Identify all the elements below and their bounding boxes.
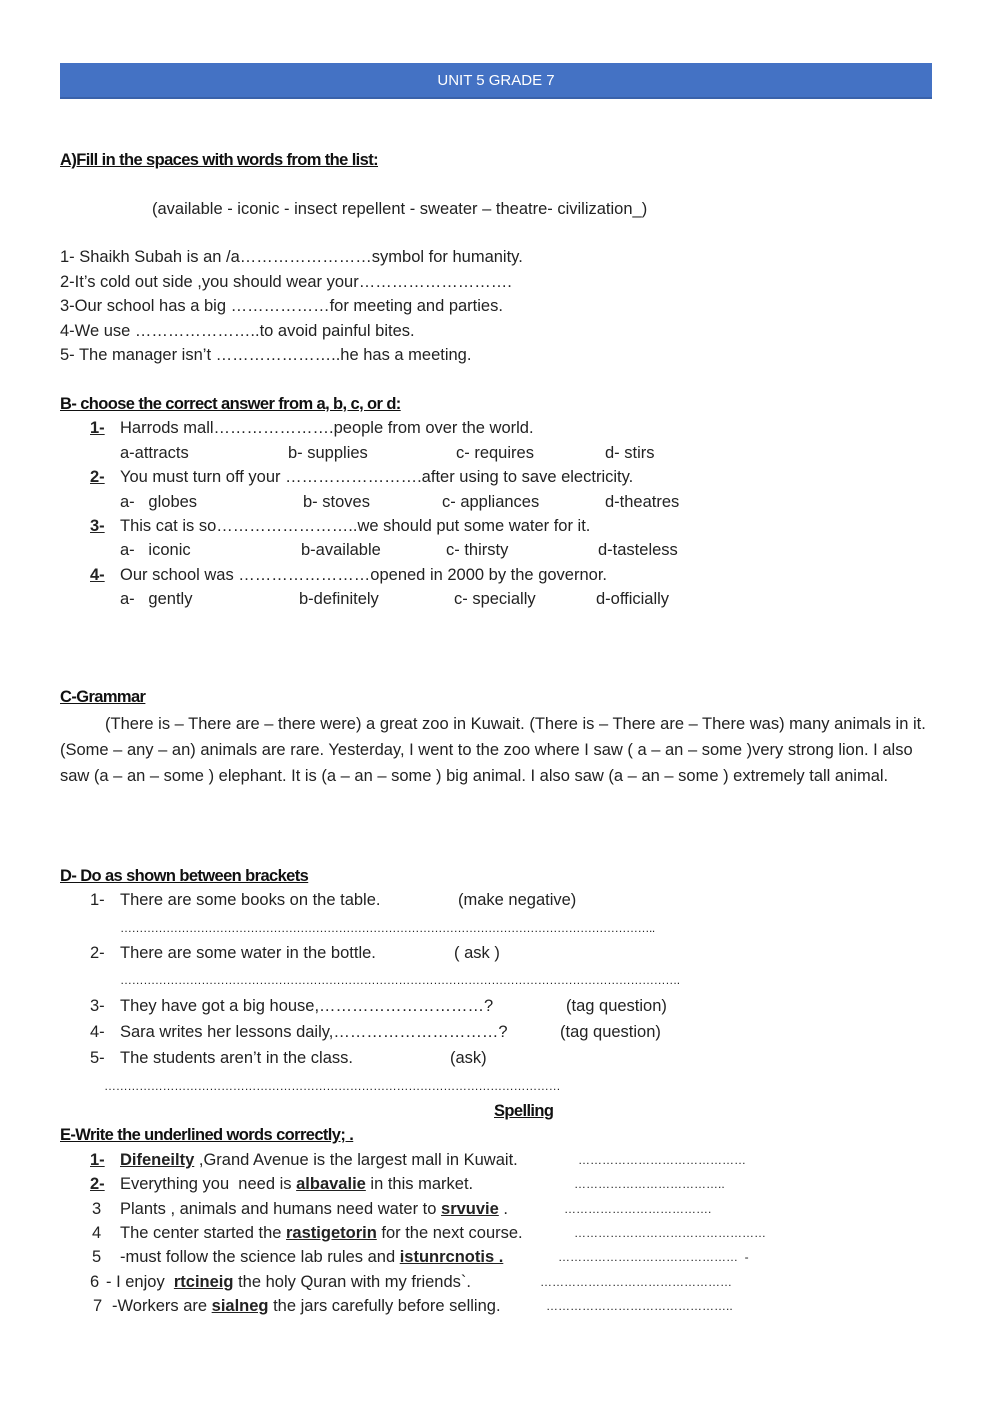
item-number: 3 [92,1200,102,1218]
item-e2 [120,1174,473,1194]
section-c-heading: C-Grammar [60,688,146,706]
sentence-after: the jars carefully before selling. [268,1297,501,1315]
word-list: (available - iconic - insect repellent - sweater – theatre- civilization_) [152,200,648,218]
item-e5 [120,1247,503,1267]
question-b3: This cat is so……………………..we should put some water for it. [120,517,591,535]
answer-blank[interactable]: ……………………………….. [574,1177,725,1191]
option-d: d-officially [596,590,670,608]
sentence-after: for the next course. [376,1224,523,1242]
sentence-after: in this market. [365,1175,474,1193]
question-number: 4- [90,566,105,584]
item-number: 6 [90,1273,100,1291]
item-number: 5 [92,1248,102,1266]
header-bar [60,63,932,99]
item-e6 [106,1272,471,1292]
grammar-paragraph: (There is – There are – there were) a great zoo in Kuwait. (There is – There are – There was) many animals in it. (Some – any – an) animals are rare. Yesterday, I went to the zoo where I saw ( a – an – some )very strong lion. I also saw (a – an – some ) elephant. It is (a – an – some ) big animal. I also saw (a – an – some ) extremely tall animal. [60,715,926,786]
item-d2-text: There are some water in the bottle. [120,944,376,962]
item-d3-instruction: (tag question) [566,997,667,1015]
sentence-before: Plants , animals and humans need water to [120,1200,442,1218]
option-a: a- gently [120,590,193,608]
item-d5-instruction: (ask) [450,1049,487,1067]
sentence-after: ,Grand Avenue is the largest mall in Kuwait. [194,1151,518,1169]
item-d1-instruction: (make negative) [458,891,577,909]
item-d1-text: There are some books on the table. [120,891,381,909]
misspelled-word: sialneg [211,1297,269,1315]
item-d4-text: Sara writes her lessons daily,…………………………? [120,1023,508,1041]
question-b1: Harrods mall………………….people from over the world. [120,419,534,437]
sentence-before: -must follow the science lab rules and [120,1248,400,1266]
question-a1: 1- Shaikh Subah is an /a……………………symbol for humanity. [60,248,523,266]
option-b: b-definitely [299,590,379,608]
sentence-before: -Workers are [112,1297,212,1315]
sentence-before: The center started the [120,1224,287,1242]
section-d-heading: D- Do as shown between brackets [60,867,309,885]
item-number: 3- [90,997,105,1015]
misspelled-word: Difeneilty [120,1151,195,1169]
item-d3-text: They have got a big house,…………………………? [120,997,494,1015]
item-number: 5- [90,1049,105,1067]
sentence-before: Everything you need is [120,1175,297,1193]
item-number: 1- [90,891,105,909]
item-e1 [120,1150,518,1170]
sentence-after: . [498,1200,508,1218]
question-number: 3- [90,517,105,535]
item-number: 4 [92,1224,102,1242]
item-number: 7 [93,1297,103,1315]
section-e-heading: E-Write the underlined words correctly; . [60,1126,354,1144]
option-a: a- iconic [120,541,191,559]
misspelled-word: istunrcnotis . [399,1248,504,1266]
misspelled-word: srvuvie [441,1200,499,1218]
option-c: c- appliances [442,493,540,511]
question-a5: 5- The manager isn’t …………………..he has a meeting. [60,346,472,364]
answer-line[interactable]: ………………………………………………………………………………………………………………………….. [120,921,655,935]
option-a: a-attracts [120,444,189,462]
sentence-before: - I enjoy [106,1273,174,1291]
option-b: b-available [301,541,381,559]
item-e4 [120,1223,523,1243]
option-a: a- globes [120,493,198,511]
sentence-after: the holy Quran with my friends`. [233,1273,471,1291]
item-number: 1- [90,1151,105,1169]
misspelled-word: rastigetorin [286,1224,377,1242]
item-number: 2- [90,1175,105,1193]
misspelled-word: albavalie [296,1175,366,1193]
page-title: UNIT 5 GRADE 7 [437,71,555,89]
section-b-heading: B- choose the correct answer from a, b, c, or d: [60,395,401,413]
answer-blank[interactable]: ………………………………………… [540,1275,732,1289]
question-b2: You must turn off your …………………….after using to save electricity. [120,468,634,486]
item-d5-text: The students aren’t in the class. [120,1049,353,1067]
item-number: 2- [90,944,105,962]
option-c: c- thirsty [446,541,509,559]
answer-line[interactable]: ………………………………………………………………………………………………………………………………. [120,973,680,987]
option-c: c- specially [454,590,536,608]
item-number: 4- [90,1023,105,1041]
answer-blank[interactable]: ……………………………………… - [558,1250,749,1264]
question-a4: 4-We use …………………..to avoid painful bites. [60,322,415,340]
misspelled-word: rtcineig [173,1273,234,1291]
answer-blank[interactable]: …………………………………… [578,1153,746,1167]
answer-blank[interactable]: ………………………………………… [574,1226,766,1240]
question-b4: Our school was ……………………opened in 2000 by the governor. [120,566,607,584]
option-d: d- stirs [605,444,655,462]
item-e7 [112,1296,501,1316]
item-d4-instruction: (tag question) [560,1023,661,1041]
question-number: 2- [90,468,105,486]
item-e3 [120,1199,508,1219]
answer-line[interactable]: ……………………………………………………………………………………………………… [104,1079,561,1093]
question-number: 1- [90,419,105,437]
item-d2-instruction: ( ask ) [454,944,500,962]
question-a2: 2-It’s cold out side ,you should wear your………………………. [60,273,512,291]
answer-blank[interactable]: ……………………………………….. [546,1299,733,1313]
option-c: c- requires [456,444,534,462]
option-b: b- supplies [288,444,368,462]
section-a-heading: A)Fill in the spaces with words from the list: [60,151,379,169]
spelling-title: Spelling [494,1102,554,1120]
question-a3: 3-Our school has a big ………………for meeting and parties. [60,297,503,315]
option-d: d-theatres [605,493,680,511]
option-d: d-tasteless [598,541,678,559]
option-b: b- stoves [303,493,370,511]
answer-blank[interactable]: ………………………………. [564,1202,712,1216]
